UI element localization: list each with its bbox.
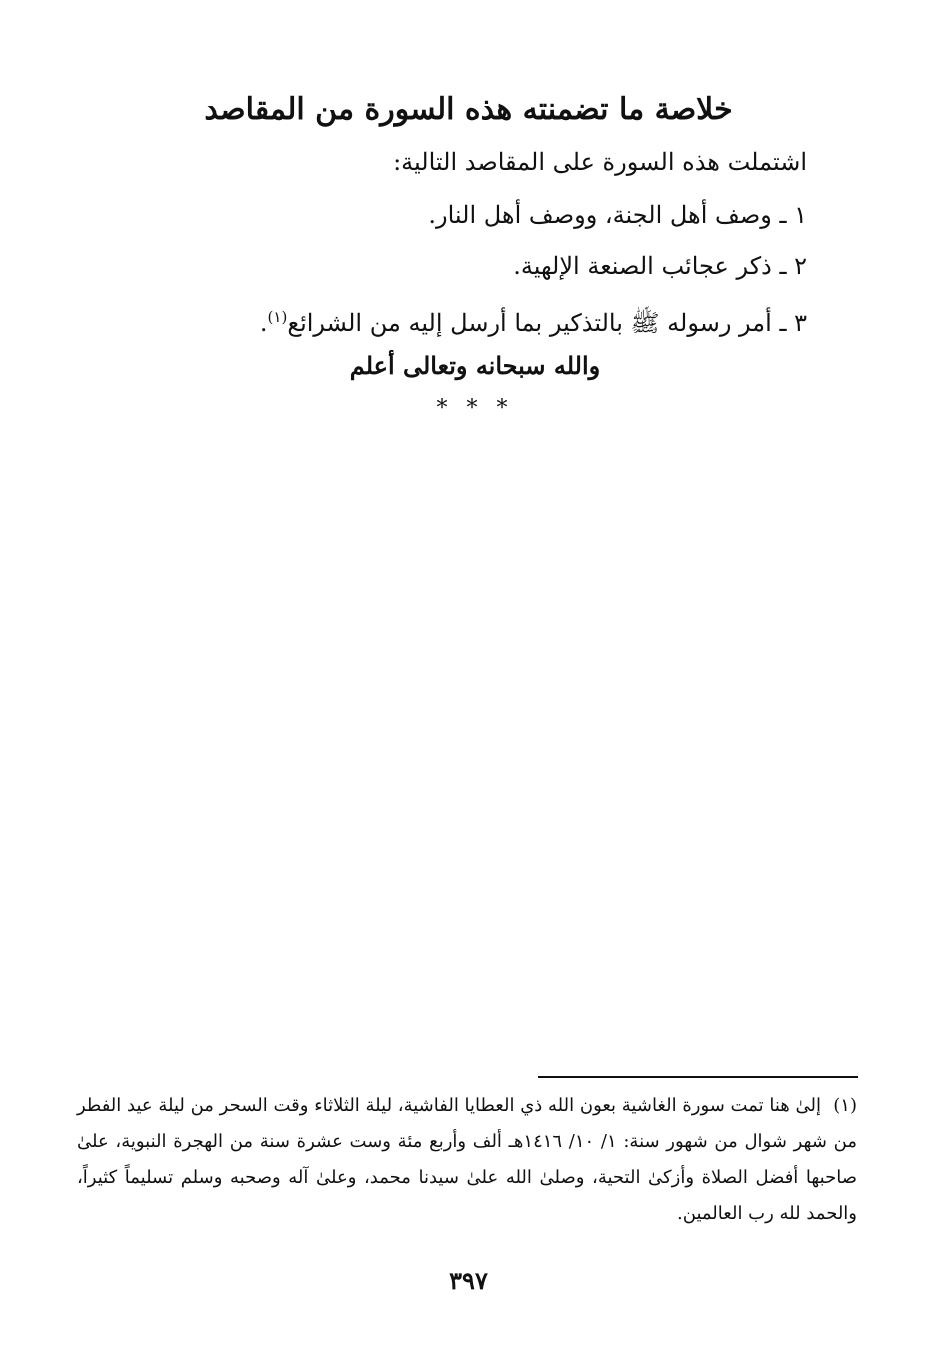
page-number: ٣٩٧	[449, 1266, 488, 1295]
footnote-number: (١)	[833, 1095, 857, 1116]
list-item-text: ٣ ـ أمر رسوله ﷺ بالتذكير بما أرسل إليه من الشرائع	[287, 309, 807, 337]
section-title: خلاصة ما تضمنته هذه السورة من المقاصد	[204, 92, 733, 127]
list-item: ٢ ـ ذكر عجائب الصنعة الإلهية.	[513, 252, 807, 280]
footnote	[77, 1088, 857, 1232]
list-item-end: .	[259, 309, 268, 337]
footnote-text: إلىٰ هنا تمت سورة الغاشية بعون الله ذي العطايا الفاشية، ليلة الثلاثاء وقت السحر من ليلة عيد الفطر من شهر شوال من شهور سنة: ١/ ١٠/ ١٤١٦هـ ألف وأربع مئة وست عشرة سنة من الهجرة النبوية، علىٰ صاحبها أفضل الصلاة وأزكىٰ التحية، وصلىٰ الله علىٰ سيدنا محمد، وعلىٰ آله وصحبه وسلم تسليماً كثيراً، والحمد لله رب العالمين.	[77, 1095, 857, 1224]
intro-paragraph: اشتملت هذه السورة على المقاصد التالية:	[393, 148, 807, 176]
closing-phrase: والله سبحانه وتعالى أعلم	[349, 351, 601, 380]
footnote-reference: (١)	[267, 308, 288, 326]
list-item: ١ ـ وصف أهل الجنة، ووصف أهل النار.	[428, 201, 807, 229]
list-item	[207, 297, 807, 343]
section-separator: * * *	[436, 396, 514, 421]
footnote-divider	[538, 1076, 858, 1078]
